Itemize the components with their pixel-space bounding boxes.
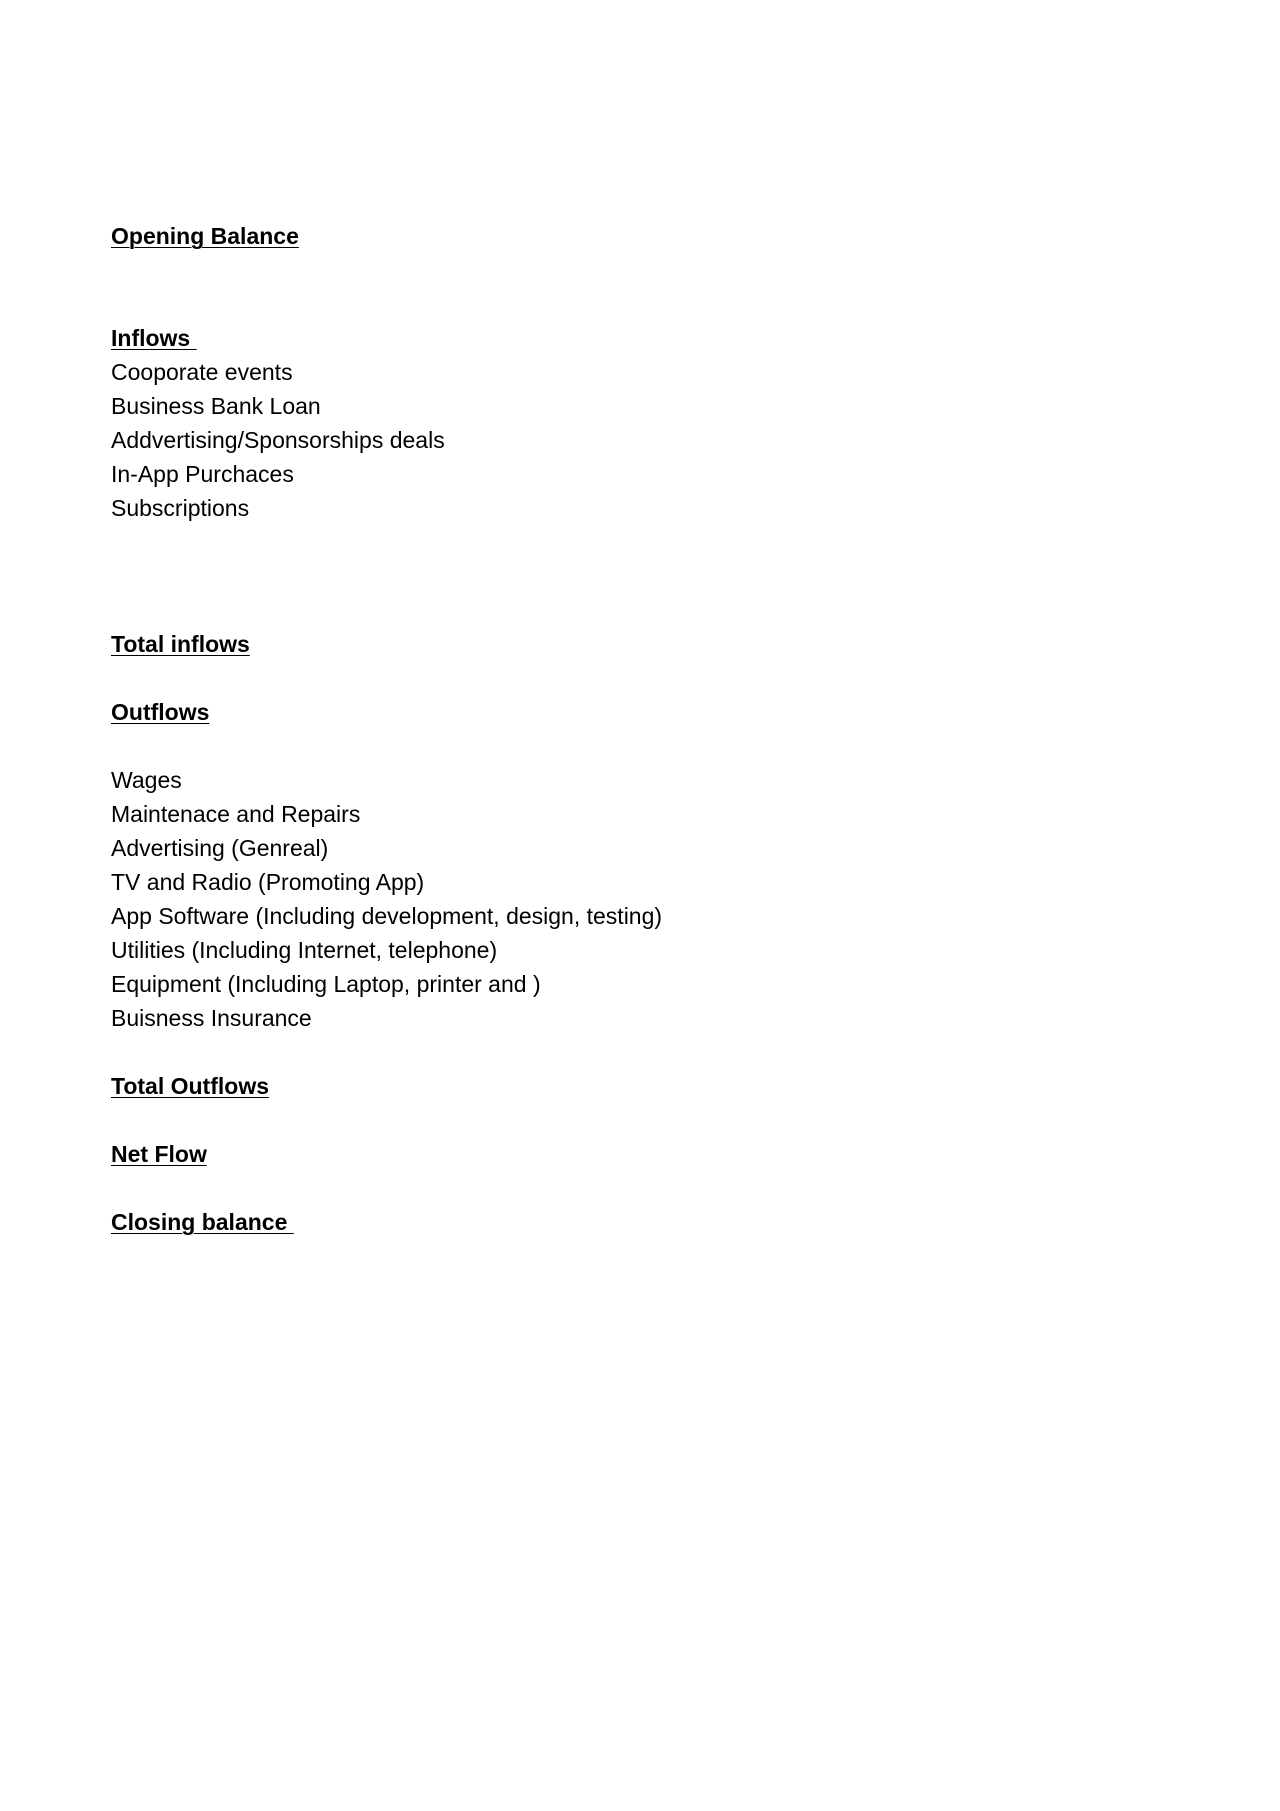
inflow-item: In-App Purchaces: [111, 461, 294, 487]
inflow-item: Cooporate events: [111, 359, 293, 385]
outflows-heading: Outflows: [111, 699, 210, 725]
inflow-item: Subscriptions: [111, 495, 250, 521]
cash-flow-content: [111, 219, 1171, 1239]
spacer: [111, 661, 1171, 695]
inflows-heading: Inflows: [111, 325, 197, 351]
spacer: [111, 253, 1171, 321]
total-outflows-heading: Total Outflows: [111, 1073, 270, 1099]
outflow-item: App Software (Including development, design, testing): [111, 903, 663, 929]
outflow-item: Utilities (Including Internet, telephone): [111, 937, 498, 963]
spacer: [111, 1103, 1171, 1137]
net-flow-heading: Net Flow: [111, 1141, 207, 1167]
outflow-item: TV and Radio (Promoting App): [111, 869, 425, 895]
opening-balance-heading: Opening Balance: [111, 223, 299, 249]
outflow-item: Equipment (Including Laptop, printer and ): [111, 971, 541, 997]
spacer: [111, 525, 1171, 627]
spacer: [111, 1035, 1171, 1069]
spacer: [111, 1171, 1171, 1205]
outflow-item: Advertising (Genreal): [111, 835, 329, 861]
inflow-item: Addvertising/Sponsorships deals: [111, 427, 445, 453]
total-inflows-heading: Total inflows: [111, 631, 250, 657]
outflow-item: Buisness Insurance: [111, 1005, 312, 1031]
spacer: [111, 729, 1171, 763]
outflow-item: Wages: [111, 767, 182, 793]
closing-balance-heading: Closing balance: [111, 1209, 294, 1235]
outflow-item: Maintenace and Repairs: [111, 801, 361, 827]
inflow-item: Business Bank Loan: [111, 393, 321, 419]
